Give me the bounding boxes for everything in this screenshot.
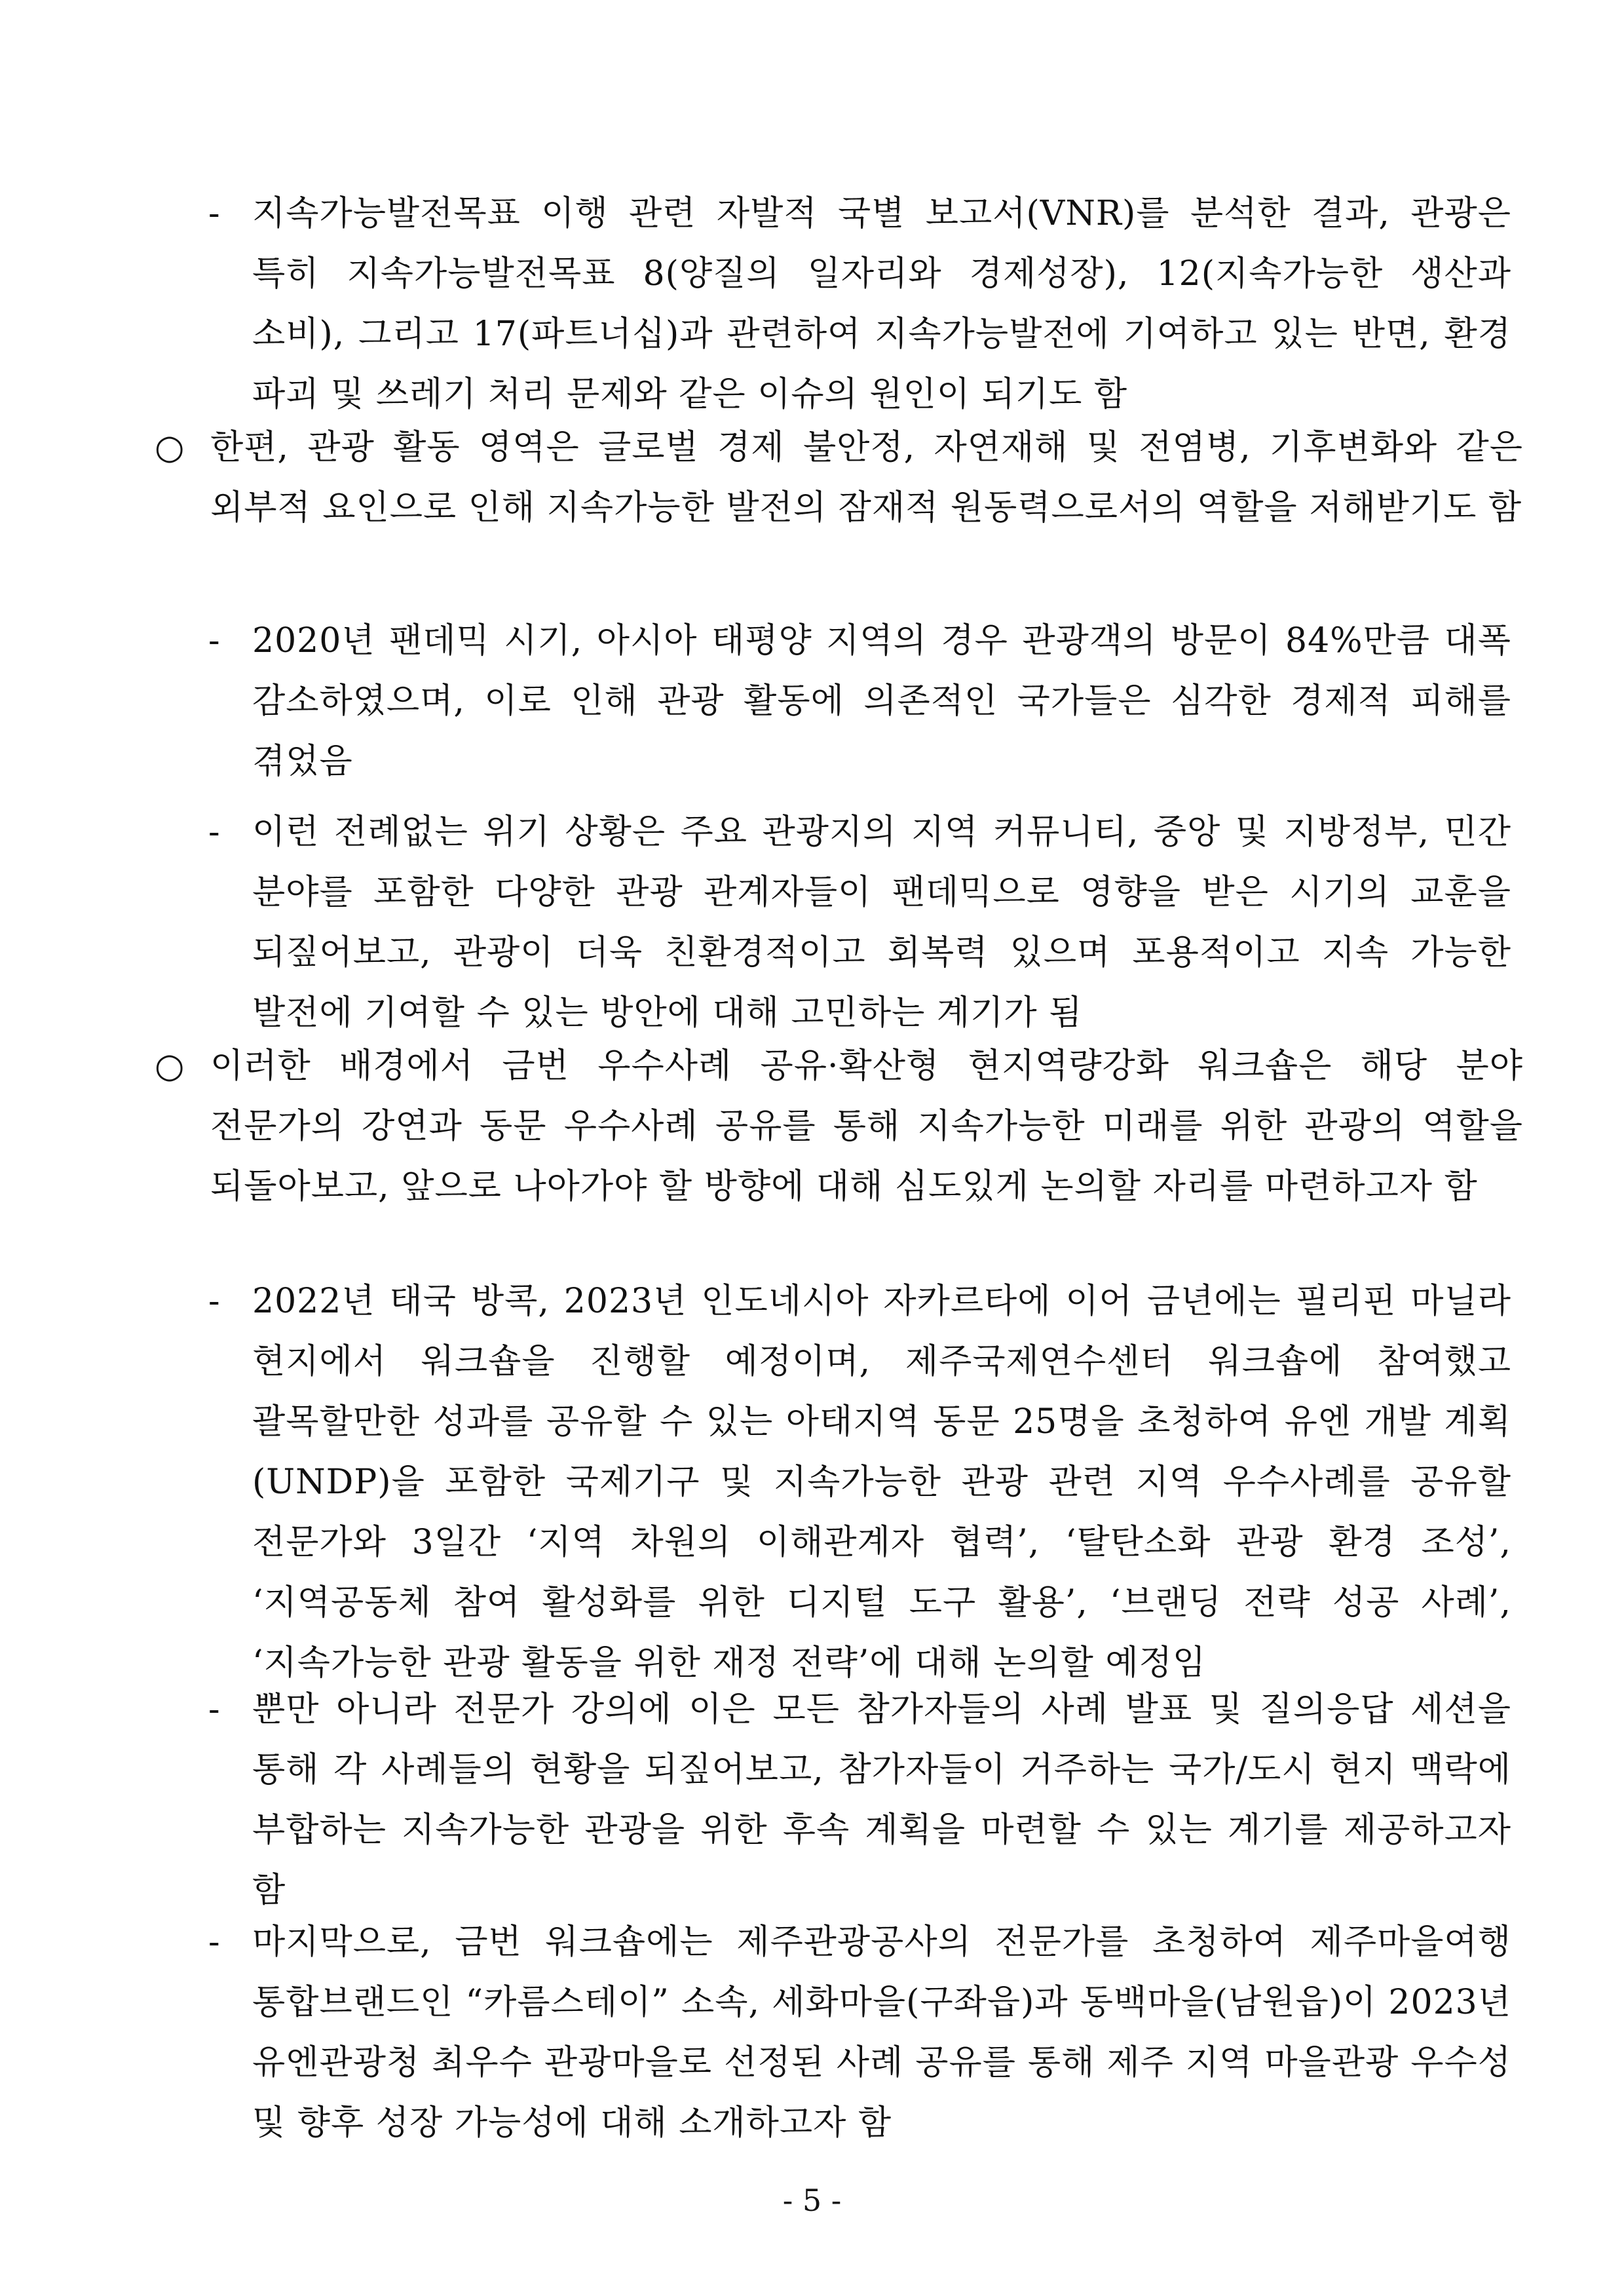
main-bullet-paragraph	[155, 417, 1523, 538]
paragraph-text: 지속가능발전목표 이행 관련 자발적 국별 보고서(VNR)를 분석한 결과, 관광은 특히 지속가능발전목표 8(양질의 일자리와 경제성장), 12(지속가능한 생산과 소비), 그리고 17(파트너십)과 관련하여 지속가능발전에 기여하고 있는 반면, 환경 파괴 및 쓰레기 처리 문제와 같은 이슈의 원인이 되기도 함	[252, 194, 1511, 414]
paragraph-text: 뿐만 아니라 전문가 강의에 이은 모든 참가자들의 사례 발표 및 질의응답 세션을 통해 각 사례들의 현황을 되짚어보고, 참가자들이 거주하는 국가/도시 현지 맥락에 부합하는 지속가능한 관광을 위한 후속 계획을 마련할 수 있는 계기를 제공하고자 함	[252, 1690, 1511, 1910]
paragraph-text: 2020년 팬데믹 시기, 아시아 태평양 지역의 경우 관광객의 방문이 84%만큼 대폭 감소하였으며, 이로 인해 관광 활동에 의존적인 국가들은 심각한 경제적 피해를 겪었음	[252, 621, 1511, 781]
sub-bullet-paragraph	[208, 183, 1511, 425]
dash-marker: -	[208, 1923, 221, 1962]
paragraph-text: 한편, 관광 활동 영역은 글로벌 경제 불안정, 자연재해 및 전염병, 기후변화와 같은 외부적 요인으로 인해 지속가능한 발전의 잠재적 원동력으로서의 역할을 저해받기도 함	[210, 428, 1523, 527]
sub-bullet-paragraph	[208, 1912, 1511, 2153]
main-bullet-paragraph	[155, 1036, 1523, 1217]
paragraph-text: 2022년 태국 방콕, 2023년 인도네시아 자카르타에 이어 금년에는 필리핀 마닐라 현지에서 워크숍을 진행할 예정이며, 제주국제연수센터 워크숍에 참여했고 괄목할만한 성과를 공유할 수 있는 아태지역 동문 25명을 초청하여 유엔 개발 계획(UNDP)을 포함한 국제기구 및 지속가능한 관광 관련 지역 우수사례를 공유할 전문가와 3일간 ‘지역 차원의 이해관계자 협력’, ‘탈탄소화 관광 환경 조성’, ‘지역공동체 참여 활성화를 위한 디지털 도구 활용’, ‘브랜딩 전략 성공 사례’, ‘지속가능한 관광 활동을 위한 재정 전략’에 대해 논의할 예정임	[252, 1282, 1511, 1683]
sub-bullet-paragraph	[208, 1271, 1511, 1693]
circle-marker: ○	[155, 428, 185, 467]
sub-bullet-paragraph	[208, 611, 1511, 792]
dash-marker: -	[208, 194, 221, 233]
circle-marker: ○	[155, 1046, 185, 1086]
dash-marker: -	[208, 813, 221, 852]
page-number: - 5 -	[782, 2183, 842, 2218]
sub-bullet-paragraph	[208, 1679, 1511, 1921]
sub-bullet-paragraph	[208, 802, 1511, 1043]
paragraph-text: 이러한 배경에서 금번 우수사례 공유·확산형 현지역량강화 워크숍은 해당 분야 전문가의 강연과 동문 우수사례 공유를 통해 지속가능한 미래를 위한 관광의 역할을 되돌아보고, 앞으로 나아가야 할 방향에 대해 심도있게 논의할 자리를 마련하고자 함	[210, 1046, 1523, 1206]
paragraph-text: 이런 전례없는 위기 상황은 주요 관광지의 지역 커뮤니티, 중앙 및 지방정부, 민간 분야를 포함한 다양한 관광 관계자들이 팬데믹으로 영향을 받은 시기의 교훈을 되짚어보고, 관광이 더욱 친환경적이고 회복력 있으며 포용적이고 지속 가능한 발전에 기여할 수 있는 방안에 대해 고민하는 계기가 됨	[252, 813, 1511, 1033]
dash-marker: -	[208, 621, 221, 660]
dash-marker: -	[208, 1690, 221, 1729]
dash-marker: -	[208, 1282, 221, 1321]
paragraph-text: 마지막으로, 금번 워크숍에는 제주관광공사의 전문가를 초청하여 제주마을여행 통합브랜드인 “카름스테이” 소속, 세화마을(구좌읍)과 동백마을(남원읍)이 2023년 유엔관광청 최우수 관광마을로 선정된 사례 공유를 통해 제주 지역 마을관광 우수성 및 향후 성장 가능성에 대해 소개하고자 함	[252, 1923, 1511, 2143]
